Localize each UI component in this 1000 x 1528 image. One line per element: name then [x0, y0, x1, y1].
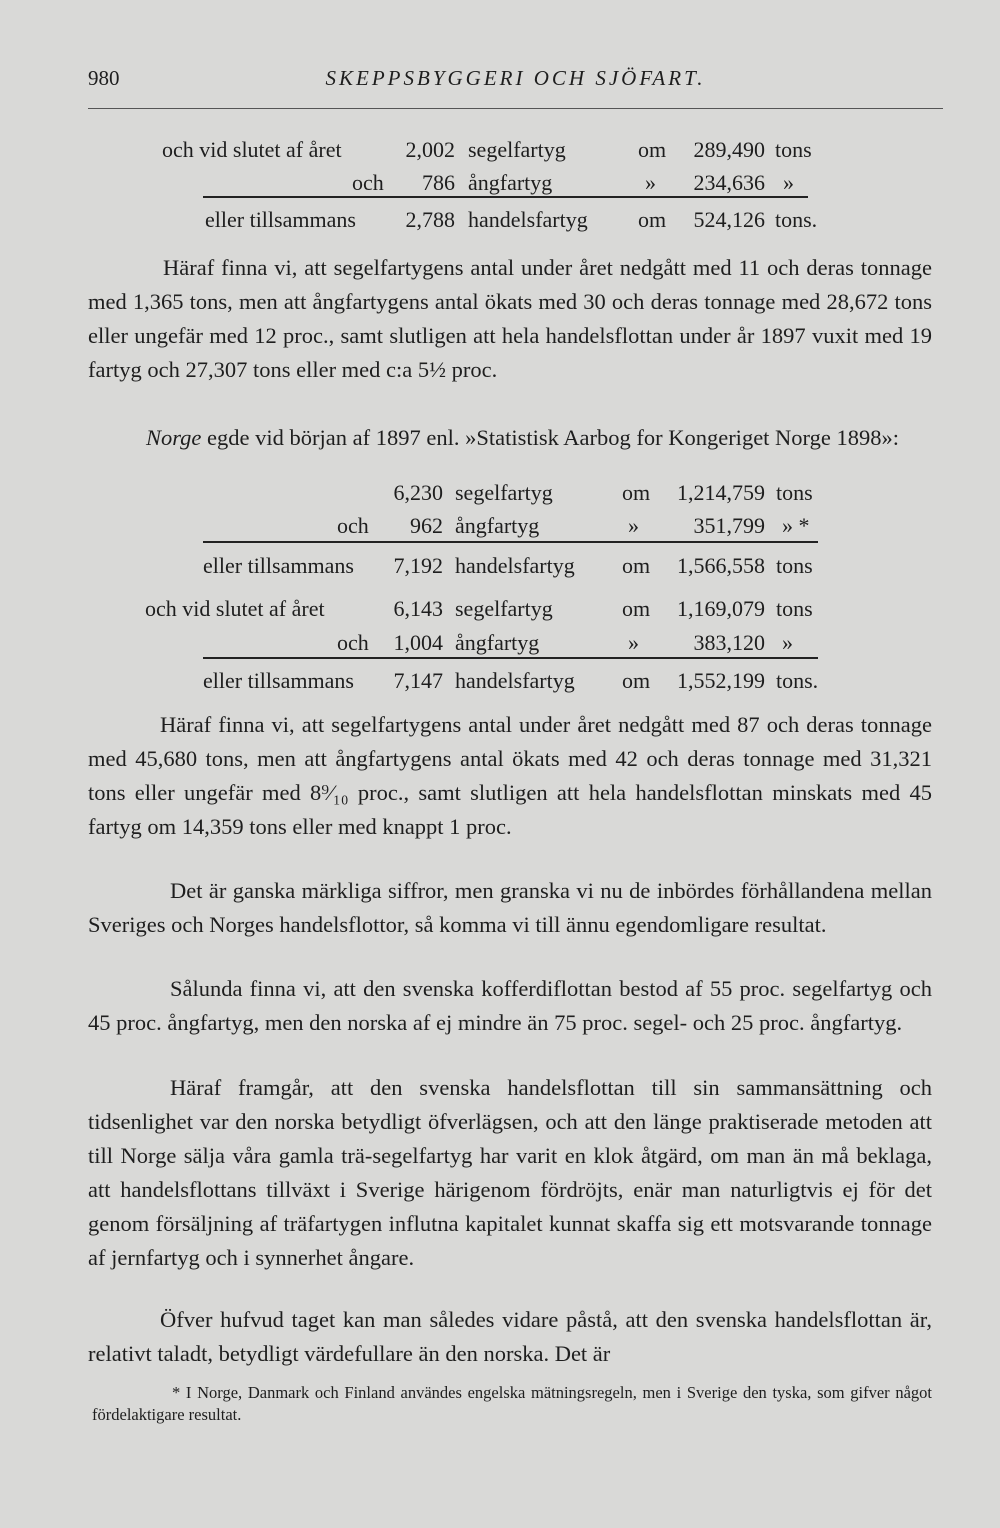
- row-lead: eller tillsammans: [203, 668, 354, 693]
- row-count: 2,788: [405, 207, 455, 232]
- row-unit-lead: »: [628, 630, 639, 655]
- header-rule: [88, 108, 943, 109]
- row-type: handelsfartyg: [468, 207, 588, 232]
- row-count: 6,230: [393, 480, 443, 505]
- row-unit-lead: om: [622, 668, 651, 693]
- paragraph: Häraf framgår, att den svenska handelsflottan till sin sammansättning och tidsenlighet var den norska betydligt öfverlägsen, och att den länge praktiserade metoden att till Norge sälja våra gamla trä-segelfartyg har varit en klok åtgärd, om man än må beklaga, att handelsflottans tillväxt i Sverige härigenom fördröjts, enär man naturligtvis ej för det genom försäljning af träfartygen influtna kapitalet kunnat skaffa sig ett motsvarande tonnage af jernfartyg och i synnerhet ångare.: [88, 1075, 932, 1270]
- row-tonnage: 1,566,558: [677, 553, 765, 578]
- row-unit: tons.: [776, 668, 819, 693]
- paragraph: Häraf finna vi, att segelfartygens antal under året nedgått med 11 och deras tonnage med 1,365 tons, men att ångfartygens antal ökats med 30 och deras tonnage med 28,672 tons eller ungefär med 12 proc., samt slutligen att hela handelsflottan under år 1897 vuxit med 19 fartyg och 27,307 tons eller med c:a 5½ proc.: [88, 255, 932, 382]
- paragraph: Häraf finna vi, att segelfartygens antal under året nedgått med 87 och deras tonnage med 45,680 tons, men att ångfartygens antal ökats med 42 och deras tonnage med 31,321 tons eller ungefär med 8⁹⁄₁₀ proc., samt slutligen att hela handelsflottan minskats med 45 fartyg om 14,359 tons eller med knappt 1 proc.: [88, 712, 932, 839]
- sum-rule: [203, 541, 818, 543]
- row-type: ångfartyg: [455, 513, 540, 538]
- row-unit: »: [783, 170, 794, 195]
- running-title: SKEPPSBYGGERI OCH SJÖFART.: [325, 66, 706, 90]
- row-count: 7,192: [393, 553, 443, 578]
- row-type: segelfartyg: [455, 480, 553, 505]
- sum-rule: [203, 196, 808, 198]
- row-unit-lead: om: [622, 480, 651, 505]
- table-row: [0, 596, 1000, 628]
- row-unit-lead: om: [622, 596, 651, 621]
- row-unit: »: [782, 630, 793, 655]
- row-type: ångfartyg: [468, 170, 553, 195]
- row-count: 1,004: [393, 630, 443, 655]
- row-count: 2,002: [405, 137, 455, 162]
- row-type: segelfartyg: [468, 137, 566, 162]
- row-unit: » *: [782, 513, 810, 538]
- paragraph: [88, 421, 932, 455]
- paragraph-text: egde vid början af 1897 enl. »Statistisk Aarbog for Kongeriget Norge 1898»:: [201, 425, 899, 450]
- table-row: [0, 553, 1000, 585]
- paragraph: Det är ganska märkliga siffror, men granska vi nu de inbördes förhållandena mellan Sveriges och Norges handelsflottor, så komma vi till ännu egendomligare resultat.: [88, 878, 932, 937]
- table-row: [0, 137, 1000, 169]
- row-unit: tons: [776, 553, 813, 578]
- row-tonnage: 1,552,199: [677, 668, 765, 693]
- row-type: handelsfartyg: [455, 553, 575, 578]
- row-lead: eller tillsammans: [203, 553, 354, 578]
- row-unit-lead: »: [645, 170, 656, 195]
- row-count: 6,143: [393, 596, 443, 621]
- row-unit: tons.: [775, 207, 818, 232]
- row-type: ångfartyg: [455, 630, 540, 655]
- row-unit-lead: om: [638, 207, 667, 232]
- row-count: 7,147: [393, 668, 443, 693]
- footnote: * I Norge, Danmark och Finland användes engelska mätningsregeln, men i Sverige den tyska, som gifver något fördelaktigare resultat.: [92, 1383, 932, 1424]
- page-number: 980: [88, 66, 120, 90]
- row-tonnage: 1,169,079: [677, 596, 765, 621]
- row-lead: eller tillsammans: [205, 207, 356, 232]
- row-lead: och vid slutet af året: [162, 137, 342, 162]
- row-unit: tons: [776, 596, 813, 621]
- row-tonnage: 234,636: [693, 170, 765, 195]
- paragraph: Öfver hufvud taget kan man således vidare påstå, att den svenska handelsflottan är, relativt taladt, betydligt värdefullare än den norska. Det är: [88, 1307, 932, 1366]
- row-unit-lead: om: [622, 553, 651, 578]
- row-count: 786: [422, 170, 455, 195]
- table-row: [0, 668, 1000, 700]
- row-type: segelfartyg: [455, 596, 553, 621]
- row-lead: och: [352, 170, 384, 195]
- row-lead: och: [337, 513, 369, 538]
- page-header: [88, 66, 943, 106]
- row-unit-lead: »: [628, 513, 639, 538]
- row-count: 962: [410, 513, 443, 538]
- row-tonnage: 1,214,759: [677, 480, 765, 505]
- row-unit: tons: [776, 480, 813, 505]
- row-unit-lead: om: [638, 137, 667, 162]
- row-lead: och vid slutet af året: [145, 596, 325, 621]
- row-lead: och: [337, 630, 369, 655]
- paragraph: Sålunda finna vi, att den svenska kofferdiflottan bestod af 55 proc. segelfartyg och 45 proc. ångfartyg, men den norska af ej mindre än 75 proc. segel- och 25 proc. ångfartyg.: [88, 976, 932, 1035]
- table-row: [0, 207, 1000, 239]
- sum-rule: [203, 657, 818, 659]
- row-type: handelsfartyg: [455, 668, 575, 693]
- row-tonnage: 383,120: [693, 630, 765, 655]
- row-tonnage: 351,799: [693, 513, 765, 538]
- country-name: Norge: [146, 425, 202, 450]
- row-unit: tons: [775, 137, 812, 162]
- table-row: [0, 480, 1000, 512]
- row-tonnage: 289,490: [693, 137, 765, 162]
- row-tonnage: 524,126: [693, 207, 765, 232]
